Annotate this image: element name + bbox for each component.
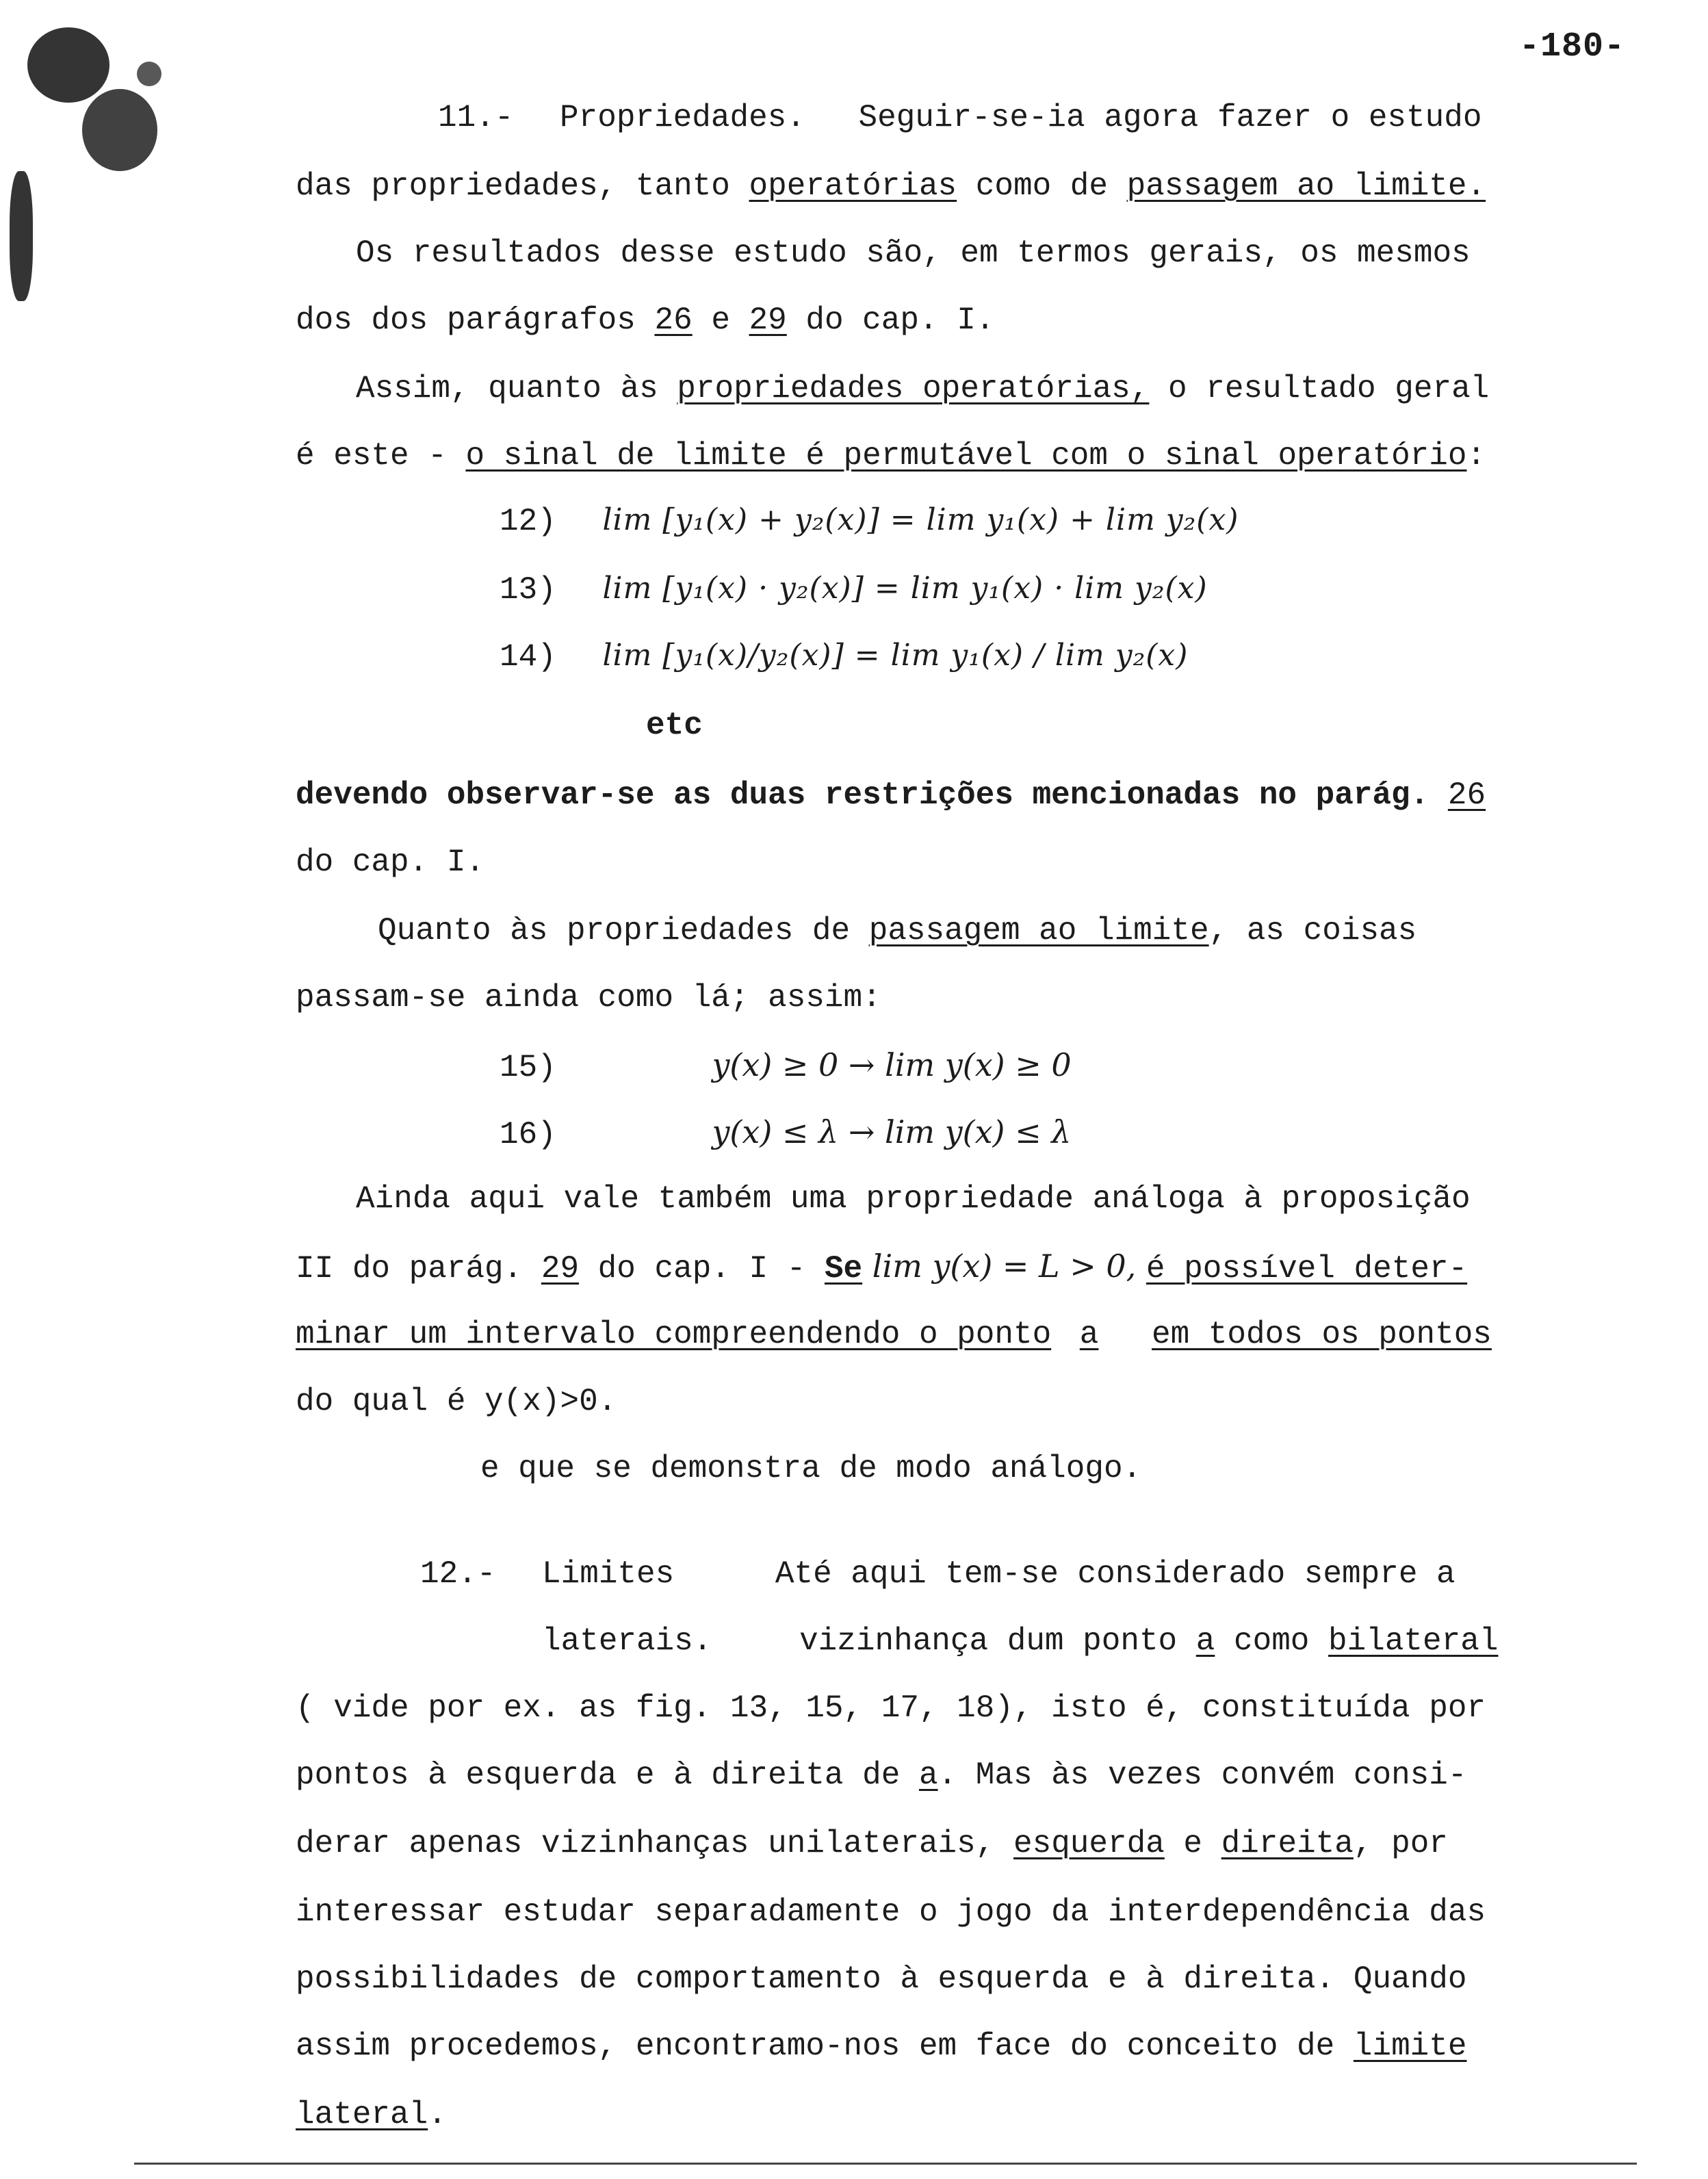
underlined-term: operatórias	[749, 168, 957, 204]
text: devendo observar-se as duas restrições mencionadas no parág.	[296, 777, 1448, 813]
underlined-statement: é possível deter-	[1146, 1251, 1468, 1287]
section11-line3: Os resultados desse estudo são, em termos gerais, os mesmos	[356, 235, 1471, 271]
text: Quanto às propriedades de	[378, 913, 869, 949]
ink-blot	[10, 171, 33, 301]
text: II do parág.	[296, 1251, 541, 1287]
formula-15	[500, 1044, 1072, 1088]
section12-line6: interessar estudar separadamente o jogo da interdependência das	[296, 1894, 1486, 1930]
text: como	[1215, 1623, 1329, 1659]
analoga-line2	[296, 1246, 1467, 1289]
formula-label: 16)	[500, 1117, 556, 1152]
bottom-rule	[134, 2163, 1637, 2165]
underlined-term: direita	[1221, 1826, 1354, 1861]
text: derar apenas vizinhanças unilaterais,	[296, 1826, 1013, 1861]
formula-12	[500, 500, 1239, 542]
underlined-point: a	[1195, 1623, 1215, 1659]
section11-number: 11.-	[438, 100, 514, 136]
formula-expression: y(x) ≥ 0 → lim y(x) ≥ 0	[712, 1046, 1072, 1083]
underlined-term: passagem ao limite.	[1126, 168, 1486, 204]
underlined-statement: em todos os pontos	[1152, 1317, 1492, 1352]
paragraph-ref: 26	[654, 302, 693, 338]
underlined-term: bilateral	[1328, 1623, 1499, 1659]
text: , as coisas	[1208, 913, 1417, 949]
text: .	[428, 2097, 447, 2132]
section11-line4	[296, 300, 994, 341]
section12-line1	[420, 1553, 1455, 1595]
underlined-term: propriedades operatórias,	[677, 371, 1150, 407]
text: , por	[1353, 1826, 1448, 1861]
analoga-line5: e que se demonstra de modo análogo.	[480, 1451, 1142, 1486]
section12-line5	[296, 1823, 1448, 1864]
section12-line2	[542, 1621, 1498, 1662]
underlined-term: Se	[824, 1251, 863, 1287]
restrictions-line1	[296, 775, 1486, 816]
section12-title: laterais.	[542, 1623, 712, 1659]
text: e	[692, 302, 749, 338]
restrictions-line2: do cap. I.	[296, 844, 485, 880]
formula-label: 13)	[500, 572, 556, 608]
text: das propriedades, tanto	[296, 168, 749, 204]
section11-line5	[356, 368, 1489, 409]
etc-text: etc	[646, 708, 703, 743]
underlined-term: lateral	[296, 2097, 428, 2132]
ink-blot	[27, 27, 109, 103]
text: do cap. I.	[786, 302, 995, 338]
formula-expression: y(x) ≤ λ → lim y(x) ≤ λ	[712, 1113, 1072, 1150]
page-number: -180-	[1519, 27, 1626, 66]
section11-line6	[296, 435, 1486, 476]
text: dos dos parágrafos	[296, 302, 655, 338]
section12-line3: ( vide por ex. as fig. 13, 15, 17, 18), isto é, constituída por	[296, 1690, 1486, 1726]
text: como de	[957, 168, 1127, 204]
formula-14	[500, 635, 1188, 678]
ink-blot	[137, 62, 161, 86]
paragraph-ref: 29	[541, 1251, 580, 1287]
formula-label: 15)	[500, 1050, 556, 1085]
text: . Mas às vezes convém consi-	[937, 1757, 1467, 1793]
paragraph-ref: 29	[749, 302, 787, 338]
text: do qual é	[296, 1384, 485, 1419]
analoga-line4	[296, 1381, 617, 1422]
section12-line4	[296, 1755, 1467, 1796]
text: e	[1164, 1826, 1221, 1861]
analoga-line3	[296, 1314, 1492, 1355]
text: Até aqui tem-se considerado sempre a	[775, 1556, 1455, 1592]
formula-expression: lim [y₁(x)/y₂(x)] = lim y₁(x) / lim y₂(x)	[602, 638, 1189, 673]
text: do cap. I -	[579, 1251, 825, 1287]
section11-text: Seguir-se-ia agora fazer o estudo	[858, 100, 1482, 136]
formula-label: 12)	[500, 504, 556, 539]
underlined-point: a	[918, 1757, 938, 1793]
text: Assim, quanto às	[356, 371, 677, 407]
formula-16	[500, 1111, 1071, 1155]
inequality: y(x)>0.	[484, 1384, 617, 1419]
section12-number: 12.-	[420, 1556, 496, 1592]
paragraph-ref: 26	[1447, 777, 1486, 813]
formula-expression: lim [y₁(x) · y₂(x)] = lim y₁(x) · lim y₂(x)	[602, 571, 1208, 606]
underlined-statement: o sinal de limite é permutável com o sinal operatório	[465, 438, 1467, 474]
section11-line1	[438, 97, 1481, 138]
section11-line2	[296, 166, 1486, 207]
ink-blot	[82, 89, 157, 171]
section12-line8	[296, 2026, 1467, 2067]
text: assim procedemos, encontramo-nos em face do conceito de	[296, 2028, 1354, 2064]
passagem-line1	[378, 910, 1416, 951]
text: :	[1466, 438, 1486, 474]
underlined-term: passagem ao limite	[868, 913, 1209, 949]
section12-line7: possibilidades de comportamento à esquerda e à direita. Quando	[296, 1961, 1467, 1997]
underlined-term: limite	[1353, 2028, 1467, 2064]
passagem-line2: passam-se ainda como lá; assim:	[296, 980, 881, 1016]
formula-13	[500, 568, 1208, 610]
section11-title: Propriedades.	[560, 100, 805, 136]
text: vizinhança dum ponto	[799, 1623, 1196, 1659]
formula-expression: lim [y₁(x) + y₂(x)] = lim y₁(x) + lim y₂(x)	[602, 502, 1239, 537]
formula-label: 14)	[500, 639, 556, 675]
section12-line9	[296, 2094, 447, 2135]
section12-title: Limites	[542, 1556, 675, 1592]
analoga-line1: Ainda aqui vale também uma propriedade análoga à proposição	[356, 1181, 1471, 1217]
underlined-term: esquerda	[1013, 1826, 1165, 1861]
underlined-point: a	[1079, 1317, 1099, 1352]
underlined-statement: minar um intervalo compreendendo o ponto	[296, 1317, 1052, 1352]
text: o resultado geral	[1149, 371, 1490, 407]
text: é este -	[296, 438, 466, 474]
text: pontos à esquerda e à direita de	[296, 1757, 919, 1793]
handwritten-limit: lim y(x) = L > 0,	[862, 1248, 1146, 1285]
